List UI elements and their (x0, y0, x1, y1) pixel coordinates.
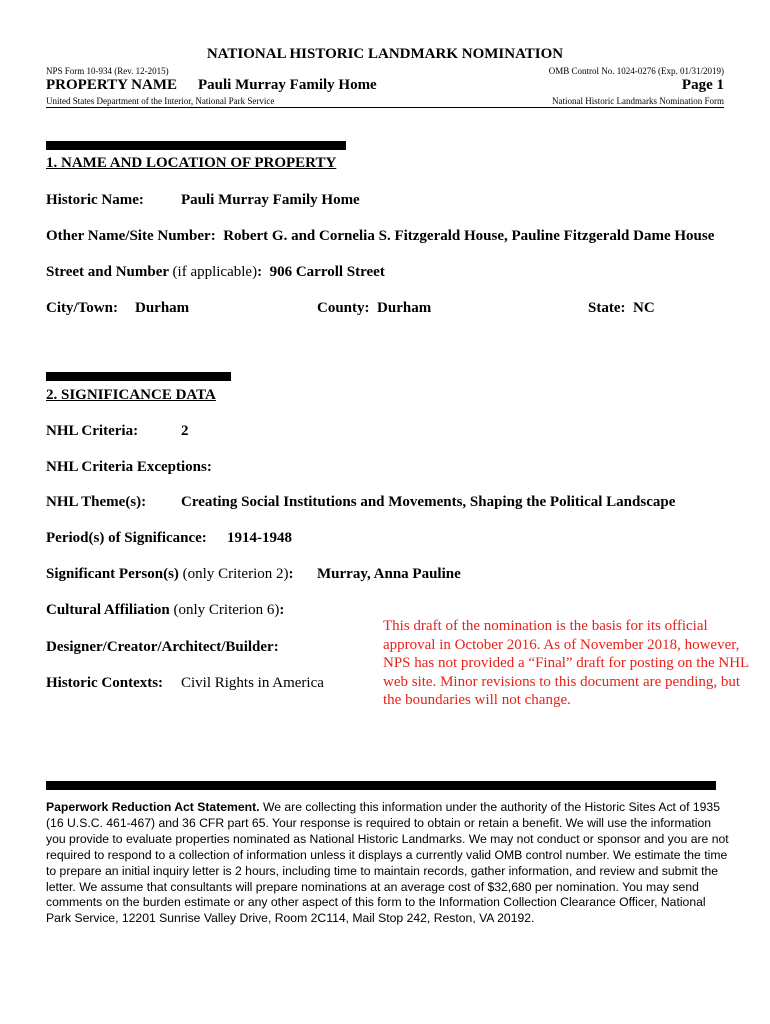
county-label: County: (317, 300, 370, 316)
cultural-affiliation-note: (only Criterion 6) (173, 602, 280, 618)
page-number: Page 1 (681, 77, 724, 93)
designer-label: Designer/Creator/Architect/Builder: (46, 639, 279, 655)
street-row (46, 264, 385, 281)
county-row (317, 300, 431, 317)
street-note: (if applicable) (172, 264, 258, 280)
cultural-affiliation-colon: : (279, 602, 285, 618)
significant-persons-note: (only Criterion 2) (182, 566, 289, 582)
historic-contexts-label: Historic Contexts: (46, 675, 164, 691)
section1-bar (46, 141, 346, 150)
header-rule (46, 107, 724, 108)
draft-status-note: This draft of the nomination is the basis for its official approval in October 2016. As of November 2018, however, NPS has not provided a “Final” draft for posting on the NHL web site. Minor revisions to this document are pending, but the boundaries will not change. (383, 618, 749, 709)
nhl-themes-label: NHL Theme(s): (46, 494, 147, 510)
nhl-criteria-label: NHL Criteria: (46, 423, 139, 439)
property-name-label: PROPERTY NAME (46, 77, 177, 93)
cultural-affiliation-label: Cultural Affiliation (46, 602, 170, 618)
historic-name-value: Pauli Murray Family Home (181, 192, 360, 208)
period-value: 1914-1948 (227, 530, 292, 546)
significant-persons-label: Significant Person(s) (46, 566, 179, 582)
street-label: Street and Number (46, 264, 169, 280)
state-value: NC (633, 300, 655, 316)
document-title: NATIONAL HISTORIC LANDMARK NOMINATION (206, 46, 564, 62)
state-row (588, 300, 655, 317)
other-names-label: Other Name/Site Number: (46, 228, 216, 244)
city-value: Durham (135, 300, 190, 316)
form-number: NPS Form 10-934 (Rev. 12-2015) (46, 66, 169, 76)
cultural-affiliation-row (46, 602, 284, 619)
period-label: Period(s) of Significance: (46, 530, 207, 546)
form-name: National Historic Landmarks Nomination Form (552, 96, 724, 106)
significant-persons-value: Murray, Anna Pauline (317, 566, 461, 582)
historic-name-label: Historic Name: (46, 192, 144, 208)
county-value: Durham (377, 300, 432, 316)
street-value: 906 Carroll Street (269, 264, 385, 280)
nhl-criteria-exceptions-label: NHL Criteria Exceptions: (46, 459, 212, 475)
nhl-criteria-value: 2 (181, 423, 189, 439)
section1-heading: 1. NAME AND LOCATION OF PROPERTY (46, 155, 337, 171)
other-names-row (46, 228, 714, 245)
property-name-value: Pauli Murray Family Home (198, 77, 377, 93)
significant-persons-colon: : (288, 566, 294, 582)
significant-persons-label-row (46, 566, 294, 583)
paperwork-title: Paperwork Reduction Act Statement. (46, 800, 260, 814)
historic-contexts-value: Civil Rights in America (181, 675, 324, 691)
omb-control-number: OMB Control No. 1024-0276 (Exp. 01/31/2019) (548, 66, 724, 76)
street-colon: : (257, 264, 263, 280)
nhl-themes-value: Creating Social Institutions and Movements, Shaping the Political Landscape (181, 494, 676, 510)
section2-heading: 2. SIGNIFICANCE DATA (46, 387, 216, 403)
section2-bar (46, 372, 231, 381)
other-names-value: Robert G. and Cornelia S. Fitzgerald House, Pauline Fitzgerald Dame House (223, 228, 715, 244)
paperwork-bar (46, 781, 716, 790)
paperwork-body: We are collecting this information under the authority of the Historic Sites Act of 1935 (16 U.S.C. 461-467) and 36 CFR part 65. Your response is required to obtain or retain a benefit. We will use the information you provide to evaluate properties nominated as National Historic Landmarks. We may not conduct or sponsor and you are not required to respond to a collection of information unless it displays a currently valid OMB control number. We estimate the time to prepare an initial inquiry letter is 2 hours, including time to maintain records, gather information, and review and submit the letter. We assume that consultants will prepare nominations at an average cost of $32,680 per nomination. You may send comments on the burden estimate or any other aspect of this form to the Information Collection Clearance Officer, National Park Service, 12201 Sunrise Valley Drive, Room 2C114, Mail Stop 242, Reston, VA 20192. (46, 800, 729, 926)
city-label: City/Town: (46, 300, 118, 316)
paperwork-statement (46, 800, 732, 927)
state-label: State: (588, 300, 626, 316)
department-name: United States Department of the Interior, National Park Service (46, 96, 275, 106)
